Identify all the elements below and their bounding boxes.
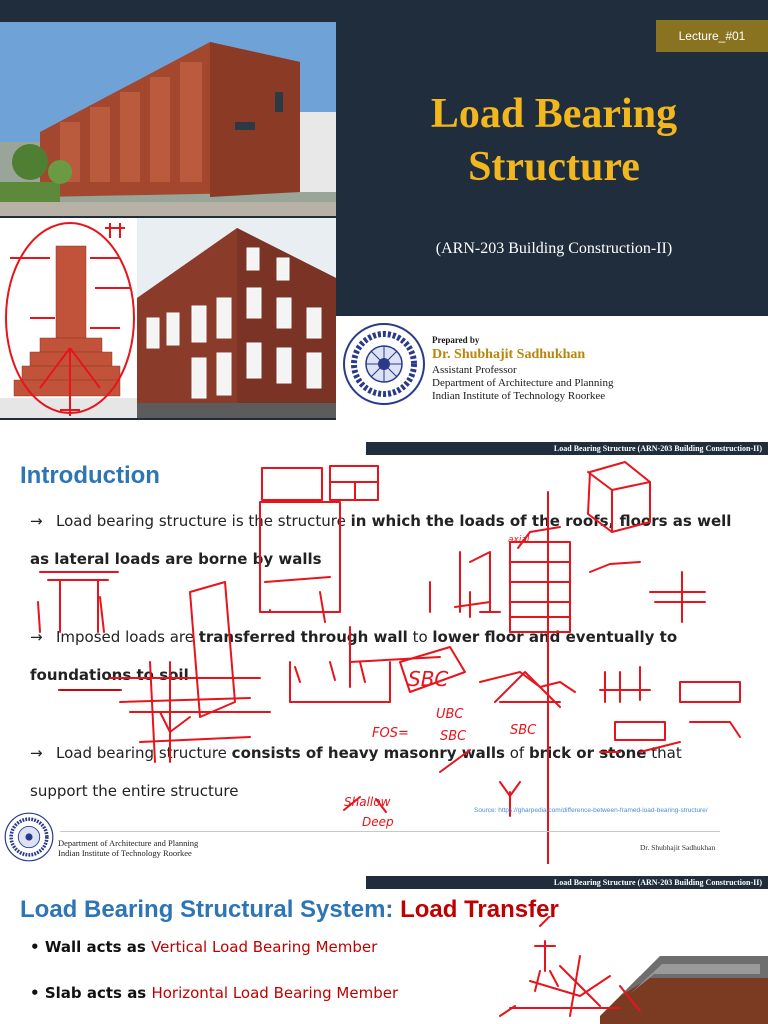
author-position: Assistant Professor (432, 364, 517, 376)
arrow-right-icon: → (30, 628, 43, 646)
footer-dept-line: Department of Architecture and Planning (58, 838, 199, 848)
load-transfer-slide (0, 876, 768, 1024)
bullet-emphasis: brick or stone (528, 744, 647, 762)
bullet-dot-icon: • (30, 938, 40, 956)
lecture-badge: Lecture_#01 (656, 20, 768, 52)
bullet-imposed-loads (30, 618, 738, 694)
bullet-emphasis: transferred through wall (198, 628, 408, 646)
annotation-ubc: UBC (436, 707, 464, 722)
course-subtitle: (ARN-203 Building Construction-II) (435, 240, 673, 257)
footer-inst-line: Indian Institute of Technology Roorkee (58, 848, 192, 858)
preparer-info (432, 334, 613, 403)
bullet-masonry-walls (30, 734, 738, 810)
arrow-right-icon: → (30, 512, 43, 530)
footer-department (58, 838, 198, 858)
source-link[interactable]: Source: https://gharpedia.com/difference-between-framed-load-bearing-structure/ (474, 807, 708, 814)
brick-building-photo (0, 22, 336, 216)
annotation-deep: Deep (362, 815, 394, 829)
annotation-sbc: SBC (408, 667, 449, 691)
preparer-panel (336, 316, 768, 420)
bullet-dot-icon: • (30, 984, 40, 1002)
building-model-illustration (440, 916, 768, 1024)
bullet-text: Load bearing structure is the structure (56, 512, 351, 530)
author-department: Department of Architecture and Planning (432, 377, 614, 389)
author-name: Dr. Shubhajit Sadhukhan (432, 347, 586, 362)
bullet-text: that support the entire structure (30, 744, 682, 800)
bullet-text: to (407, 628, 433, 646)
bullet-text: of (504, 744, 529, 762)
annotation-sbc-small: SBC (510, 723, 537, 738)
bullet-wall-member (30, 938, 377, 956)
prepared-by-label: Prepared by (432, 335, 480, 345)
bullet-text: Imposed loads are (56, 628, 199, 646)
slide-title-main: Load Bearing Structural System: (20, 896, 401, 923)
iit-roorkee-logo-icon (4, 812, 54, 862)
bullet-emphasis: lower floor and eventually to foundations to soil (30, 628, 678, 684)
brick-house-photo (137, 218, 336, 418)
footer-author: Dr. Shubhajit Sadhukhan (640, 843, 716, 852)
annotation-sbc-denominator: SBC (440, 729, 467, 744)
annotation-fos: FOS= (372, 726, 409, 741)
slide-title: Introduction (20, 462, 160, 489)
bullet-emphasis: Vertical Load Bearing Member (151, 938, 378, 956)
page-title: Load Bearing Structure (430, 91, 678, 190)
annotation-shallow: Shallow (344, 795, 391, 809)
bullet-slab-member (30, 984, 398, 1002)
title-slide (0, 0, 768, 420)
bullet-emphasis: Horizontal Load Bearing Member (151, 984, 399, 1002)
iit-roorkee-logo-icon (342, 322, 426, 406)
annotation-axial: axial (508, 535, 530, 545)
arrow-right-icon: → (30, 744, 43, 762)
slide-header: Load Bearing Structure (ARN-203 Building Construction-II) (366, 876, 768, 889)
bullet-emphasis: in which the loads of the roofs, floors as well as lateral loads are borne by walls (30, 512, 732, 568)
bullet-text: Load bearing structure (56, 744, 232, 762)
bullet-load-bearing-definition (30, 502, 738, 578)
author-institute: Indian Institute of Technology Roorkee (432, 390, 606, 402)
load-transfer-sketch (0, 218, 137, 418)
introduction-slide (0, 432, 768, 864)
bullet-text: Wall acts as (44, 938, 152, 956)
footer-divider (60, 831, 720, 832)
bullet-emphasis: consists of heavy masonry walls (231, 744, 505, 762)
bullet-text: Slab acts as (44, 984, 152, 1002)
slide-title-accent: Load Transfer (400, 896, 559, 923)
slide-header: Load Bearing Structure (ARN-203 Building Construction-II) (366, 442, 768, 455)
